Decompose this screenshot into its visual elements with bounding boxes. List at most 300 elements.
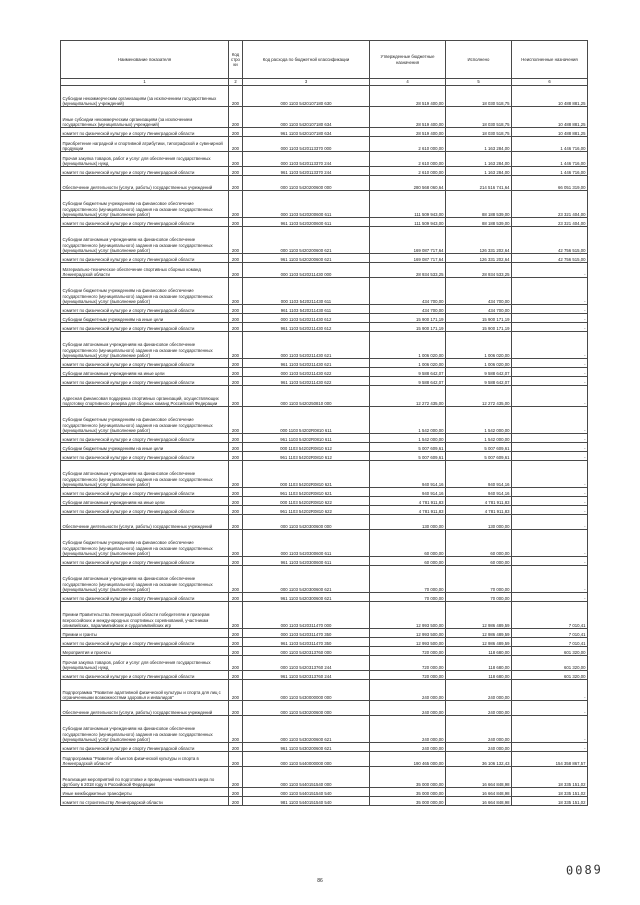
row-unexecuted-amount: -	[512, 359, 588, 368]
row-executed-amount: 15 900 171,19	[446, 323, 512, 332]
row-approved-amount: 35 000 000,00	[370, 797, 446, 806]
table-row	[61, 593, 588, 602]
row-line-code: 200	[229, 506, 243, 515]
row-approved-amount: 2 610 000,00	[370, 152, 446, 167]
row-budget-code: 961 1103 5420211430 621	[243, 359, 370, 368]
row-approved-amount: 111 509 943,00	[370, 191, 446, 218]
row-indicator-name: Прочая закупка товаров, работ и услуг для обеспечения государственных (муниципальных) нужд	[61, 152, 229, 167]
row-budget-code: 000 1103 5430200600 000	[243, 701, 370, 716]
row-line-code: 200	[229, 497, 243, 506]
row-executed-amount: 70 000,00	[446, 566, 512, 593]
row-unexecuted-amount: 601 320,00	[512, 647, 588, 656]
table-row	[61, 263, 588, 278]
table-row	[61, 368, 588, 377]
row-executed-amount: 12 986 489,59	[446, 602, 512, 629]
row-unexecuted-amount: 42 756 515,00	[512, 254, 588, 263]
row-line-code: 200	[229, 488, 243, 497]
row-budget-code: 000 1103 5420113370 244	[243, 152, 370, 167]
row-unexecuted-amount: 7 010,41	[512, 629, 588, 638]
row-approved-amount: 434 700,00	[370, 278, 446, 305]
row-budget-code: 000 1103 5420211430 622	[243, 368, 370, 377]
row-indicator-name: Обеспечение деятельности (услуги, работы) государственных учреждений	[61, 176, 229, 191]
column-number: 1	[61, 79, 229, 86]
row-executed-amount: 16 664 848,98	[446, 767, 512, 788]
table-row	[61, 752, 588, 767]
row-line-code: 200	[229, 359, 243, 368]
row-line-code: 200	[229, 332, 243, 359]
column-number: 2	[229, 79, 243, 86]
row-unexecuted-amount: -	[512, 566, 588, 593]
row-budget-code: 961 1103 5420113370 244	[243, 167, 370, 176]
row-indicator-name: Мероприятия и проекты	[61, 647, 229, 656]
table-row	[61, 314, 588, 323]
row-budget-code: 000 1103 5420311470 350	[243, 629, 370, 638]
table-row	[61, 680, 588, 701]
row-approved-amount: 35 000 000,00	[370, 767, 446, 788]
row-budget-code: 000 1103 5420250810 000	[243, 386, 370, 407]
row-line-code: 200	[229, 767, 243, 788]
table-row	[61, 797, 588, 806]
table-row	[61, 638, 588, 647]
row-executed-amount: 1 542 000,00	[446, 434, 512, 443]
table-row	[61, 656, 588, 671]
header-executed: Исполнено	[446, 41, 512, 79]
row-approved-amount: 434 700,00	[370, 305, 446, 314]
row-budget-code: 000 1103 5420300600 611	[243, 530, 370, 557]
column-number: 5	[446, 79, 512, 86]
row-approved-amount: 28 519 400,00	[370, 107, 446, 128]
row-indicator-name: Субсидии автономным учреждениям на финансовое обеспечение государственного (муниципального) задания на оказание государственных (муниципальных) услуг (выполнение работ)	[61, 566, 229, 593]
table-row	[61, 107, 588, 128]
row-line-code: 200	[229, 305, 243, 314]
row-indicator-name: Премии Правительства Ленинградской области победителям и призерам всероссийских и международных спортивных соревнований, участникам олимпийских, паралимпийских и сурдолимпийских игр	[61, 602, 229, 629]
row-executed-amount: 130 000,00	[446, 515, 512, 530]
table-row	[61, 506, 588, 515]
row-executed-amount: 28 934 533,25	[446, 263, 512, 278]
row-line-code: 200	[229, 434, 243, 443]
row-executed-amount: 214 516 741,64	[446, 176, 512, 191]
row-unexecuted-amount: 23 321 404,00	[512, 218, 588, 227]
row-indicator-name: Субсидии бюджетным учреждениям на финансовое обеспечение государственного (муниципального) задания на оказание государственных (муниципальных) услуг (выполнение работ)	[61, 278, 229, 305]
row-line-code: 200	[229, 314, 243, 323]
row-approved-amount: 111 509 943,00	[370, 218, 446, 227]
row-unexecuted-amount: -	[512, 530, 588, 557]
row-unexecuted-amount: -	[512, 278, 588, 305]
row-line-code: 200	[229, 557, 243, 566]
row-budget-code: 961 1103 5420300600 611	[243, 557, 370, 566]
row-line-code: 200	[229, 368, 243, 377]
column-number-row	[61, 79, 588, 86]
row-unexecuted-amount: -	[512, 488, 588, 497]
row-executed-amount: 70 000,00	[446, 593, 512, 602]
row-unexecuted-amount: -	[512, 497, 588, 506]
table-row	[61, 254, 588, 263]
row-unexecuted-amount: 10 488 881,25	[512, 128, 588, 137]
row-executed-amount: 60 000,00	[446, 557, 512, 566]
row-indicator-name: Субсидии автономным учреждениям на финансовое обеспечение государственного (муниципального) задания на оказание государственных (муниципальных) услуг (выполнение работ)	[61, 227, 229, 254]
row-budget-code: 000 1103 5420107180 634	[243, 107, 370, 128]
row-executed-amount: 12 986 489,59	[446, 638, 512, 647]
row-indicator-name: комитет по физической культуре и спорту Ленинградской области	[61, 638, 229, 647]
row-unexecuted-amount: -	[512, 323, 588, 332]
row-indicator-name: комитет по физической культуре и спорту Ленинградской области	[61, 377, 229, 386]
row-executed-amount: 1 006 020,00	[446, 359, 512, 368]
row-unexecuted-amount: 601 320,00	[512, 656, 588, 671]
row-budget-code: 000 1103 5420200600 621	[243, 227, 370, 254]
row-budget-code: 961 1103 5420211430 622	[243, 377, 370, 386]
row-line-code: 200	[229, 137, 243, 152]
row-executed-amount: 240 000,00	[446, 680, 512, 701]
row-unexecuted-amount: -	[512, 515, 588, 530]
row-executed-amount: 118 680,00	[446, 671, 512, 680]
row-approved-amount: 240 000,00	[370, 743, 446, 752]
row-budget-code: 000 1103 5420200600 000	[243, 176, 370, 191]
row-unexecuted-amount: 7 010,41	[512, 602, 588, 629]
row-budget-code: 000 1103 5420313760 244	[243, 656, 370, 671]
row-indicator-name: Субсидии бюджетным учреждениям на финансовое обеспечение государственного (муниципального) задания на оказание государственных (муниципальных) услуг (выполнение работ)	[61, 407, 229, 434]
row-unexecuted-amount: 1 446 716,00	[512, 137, 588, 152]
row-budget-code: 000 1103 5420200600 611	[243, 191, 370, 218]
row-unexecuted-amount: 154 358 867,57	[512, 752, 588, 767]
row-line-code: 200	[229, 254, 243, 263]
row-approved-amount: 240 000,00	[370, 680, 446, 701]
row-indicator-name: Подпрограмма "Развитие адаптивной физической культуры и спорта для лиц с ограниченными возможностями здоровья и инвалидов"	[61, 680, 229, 701]
row-indicator-name: Субсидии бюджетным учреждениям на иные цели	[61, 443, 229, 452]
row-budget-code: 000 1103 5420300600 621	[243, 566, 370, 593]
row-unexecuted-amount: -	[512, 407, 588, 434]
row-indicator-name: комитет по физической культуре и спорту Ленинградской области	[61, 218, 229, 227]
table-row	[61, 530, 588, 557]
row-approved-amount: 2 610 000,00	[370, 137, 446, 152]
row-executed-amount: 18 030 518,75	[446, 107, 512, 128]
row-indicator-name: комитет по физической культуре и спорту Ленинградской области	[61, 254, 229, 263]
row-approved-amount: 169 087 717,64	[370, 227, 446, 254]
table-row	[61, 602, 588, 629]
row-approved-amount: 130 000,00	[370, 515, 446, 530]
row-approved-amount: 1 542 000,00	[370, 434, 446, 443]
row-indicator-name: Субсидии бюджетным учреждениям на финансовое обеспечение государственного (муниципального) задания на оказание государственных (муниципальных) услуг (выполнение работ)	[61, 530, 229, 557]
row-executed-amount: 5 007 609,61	[446, 443, 512, 452]
row-unexecuted-amount: -	[512, 716, 588, 743]
row-approved-amount: 60 000,00	[370, 530, 446, 557]
page-number: 86	[317, 878, 323, 884]
row-unexecuted-amount: -	[512, 368, 588, 377]
row-approved-amount: 5 007 609,61	[370, 443, 446, 452]
table-row	[61, 629, 588, 638]
row-approved-amount: 940 914,16	[370, 488, 446, 497]
row-indicator-name: Иные субсидии некоммерческим организациям (за исключением государственных (муниципальных) учреждений)	[61, 107, 229, 128]
row-budget-code: 000 1103 5420300600 000	[243, 515, 370, 530]
row-line-code: 200	[229, 323, 243, 332]
row-approved-amount: 240 000,00	[370, 716, 446, 743]
row-line-code: 200	[229, 680, 243, 701]
row-line-code: 200	[229, 386, 243, 407]
row-line-code: 200	[229, 638, 243, 647]
row-indicator-name: комитет по физической культуре и спорту Ленинградской области	[61, 305, 229, 314]
row-executed-amount: 940 914,16	[446, 488, 512, 497]
row-approved-amount: 9 588 642,07	[370, 377, 446, 386]
row-indicator-name: Субсидии автономным учреждениям на финансовое обеспечение государственного (муниципального) задания на оказание государственных (муниципальных) услуг (выполнение работ)	[61, 332, 229, 359]
table-row	[61, 488, 588, 497]
row-executed-amount: 18 030 518,75	[446, 86, 512, 107]
row-executed-amount: 36 106 132,43	[446, 752, 512, 767]
row-executed-amount: 118 680,00	[446, 656, 512, 671]
row-approved-amount: 4 781 911,83	[370, 497, 446, 506]
row-approved-amount: 12 993 500,00	[370, 629, 446, 638]
table-row	[61, 557, 588, 566]
row-indicator-name: Обеспечение деятельности (услуги, работы) государственных учреждений	[61, 515, 229, 530]
row-executed-amount: 16 664 848,98	[446, 797, 512, 806]
row-indicator-name: Обеспечение деятельности (услуги, работы) государственных учреждений	[61, 701, 229, 716]
report-sheet	[60, 40, 587, 806]
row-line-code: 200	[229, 716, 243, 743]
table-row	[61, 152, 588, 167]
row-executed-amount: 15 900 171,19	[446, 314, 512, 323]
row-executed-amount: 5 007 609,61	[446, 452, 512, 461]
row-unexecuted-amount: 10 488 881,25	[512, 107, 588, 128]
row-executed-amount: 240 000,00	[446, 716, 512, 743]
row-budget-code: 000 1103 54202R0810 621	[243, 461, 370, 488]
row-line-code: 200	[229, 530, 243, 557]
row-unexecuted-amount: -	[512, 452, 588, 461]
row-executed-amount: 1 006 020,00	[446, 332, 512, 359]
row-line-code: 200	[229, 86, 243, 107]
table-row	[61, 647, 588, 656]
row-unexecuted-amount: -	[512, 263, 588, 278]
row-executed-amount: 240 000,00	[446, 701, 512, 716]
row-budget-code: 961 1103 54202R0810 622	[243, 506, 370, 515]
row-unexecuted-amount: -	[512, 332, 588, 359]
row-approved-amount: 1 542 000,00	[370, 407, 446, 434]
row-budget-code: 000 1103 5440000000 000	[243, 752, 370, 767]
table-row	[61, 86, 588, 107]
row-indicator-name: Субсидии некоммерческим организациям (за исключением государственных (муниципальных) учреждений)	[61, 86, 229, 107]
row-budget-code: 000 1103 5420211430 000	[243, 263, 370, 278]
table-row	[61, 767, 588, 788]
row-approved-amount: 2 610 000,00	[370, 167, 446, 176]
table-row	[61, 788, 588, 797]
row-unexecuted-amount: 7 010,41	[512, 638, 588, 647]
row-line-code: 200	[229, 278, 243, 305]
row-line-code: 200	[229, 656, 243, 671]
table-row	[61, 227, 588, 254]
table-row	[61, 128, 588, 137]
row-executed-amount: 1 163 284,00	[446, 152, 512, 167]
row-line-code: 200	[229, 167, 243, 176]
row-unexecuted-amount: -	[512, 593, 588, 602]
row-executed-amount: 88 188 539,00	[446, 218, 512, 227]
row-approved-amount: 15 900 171,19	[370, 314, 446, 323]
table-header-row	[61, 41, 588, 79]
row-unexecuted-amount: -	[512, 377, 588, 386]
row-indicator-name: комитет по физической культуре и спорту Ленинградской области	[61, 359, 229, 368]
row-line-code: 200	[229, 629, 243, 638]
row-budget-code: 961 1103 5420200600 621	[243, 254, 370, 263]
row-executed-amount: 12 986 489,59	[446, 629, 512, 638]
row-approved-amount: 720 000,00	[370, 671, 446, 680]
row-executed-amount: 88 188 539,00	[446, 191, 512, 218]
row-line-code: 200	[229, 701, 243, 716]
table-row	[61, 359, 588, 368]
row-indicator-name: комитет по физической культуре и спорту Ленинградской области	[61, 593, 229, 602]
row-approved-amount: 5 007 609,61	[370, 452, 446, 461]
row-approved-amount: 720 000,00	[370, 656, 446, 671]
row-indicator-name: комитет по физической культуре и спорту Ленинградской области	[61, 434, 229, 443]
row-approved-amount: 12 993 500,00	[370, 638, 446, 647]
table-row	[61, 323, 588, 332]
table-row	[61, 191, 588, 218]
row-indicator-name: Субсидии автономным учреждениям на иные цели	[61, 497, 229, 506]
row-approved-amount: 280 568 060,64	[370, 176, 446, 191]
row-line-code: 200	[229, 152, 243, 167]
row-unexecuted-amount: 66 051 319,00	[512, 176, 588, 191]
row-line-code: 200	[229, 593, 243, 602]
row-budget-code: 000 1103 5420311470 000	[243, 602, 370, 629]
row-unexecuted-amount: -	[512, 506, 588, 515]
row-budget-code: 961 1103 5420211430 612	[243, 323, 370, 332]
row-line-code: 200	[229, 452, 243, 461]
row-budget-code: 000 1103 5420113370 000	[243, 137, 370, 152]
row-budget-code: 000 1103 54202R0810 622	[243, 497, 370, 506]
row-approved-amount: 1 006 020,00	[370, 359, 446, 368]
row-indicator-name: комитет по строительству Ленинградской области	[61, 797, 229, 806]
table-row	[61, 434, 588, 443]
row-approved-amount: 28 519 400,00	[370, 128, 446, 137]
row-line-code: 200	[229, 176, 243, 191]
row-indicator-name: комитет по физической культуре и спорту Ленинградской области	[61, 488, 229, 497]
row-budget-code: 000 1103 5420211430 621	[243, 332, 370, 359]
row-unexecuted-amount: 18 335 151,02	[512, 788, 588, 797]
row-line-code: 200	[229, 671, 243, 680]
row-approved-amount: 60 000,00	[370, 557, 446, 566]
row-indicator-name: комитет по физической культуре и спорту Ленинградской области	[61, 167, 229, 176]
row-executed-amount: 126 331 202,64	[446, 254, 512, 263]
row-budget-code: 000 1103 5420313760 000	[243, 647, 370, 656]
row-approved-amount: 720 000,00	[370, 647, 446, 656]
header-approved: Утвержденные бюджетные назначения	[370, 41, 446, 79]
row-budget-code: 000 1103 5420211430 612	[243, 314, 370, 323]
table-body	[61, 86, 588, 806]
row-indicator-name: Субсидии автономным учреждениям на финансовое обеспечение государственного (муниципального) задания на оказание государственных (муниципальных) услуг (выполнение работ)	[61, 461, 229, 488]
table-row	[61, 515, 588, 530]
row-line-code: 200	[229, 797, 243, 806]
row-line-code: 200	[229, 515, 243, 530]
header-indicator-name: Наименование показателя	[61, 41, 229, 79]
row-unexecuted-amount: 18 335 151,02	[512, 767, 588, 788]
row-approved-amount: 70 000,00	[370, 566, 446, 593]
table-row	[61, 305, 588, 314]
header-line-code: Код стро ки	[229, 41, 243, 79]
row-unexecuted-amount: -	[512, 701, 588, 716]
row-line-code: 200	[229, 191, 243, 218]
row-approved-amount: 4 781 911,83	[370, 506, 446, 515]
row-budget-code: 961 1103 5430200600 621	[243, 743, 370, 752]
table-row	[61, 407, 588, 434]
row-indicator-name: Адресная финансовая поддержка спортивных организаций, осуществляющих подготовку спортивного резерва для сборных команд Российской Федерации	[61, 386, 229, 407]
table-row	[61, 176, 588, 191]
row-executed-amount: 9 588 642,07	[446, 368, 512, 377]
row-unexecuted-amount: -	[512, 434, 588, 443]
row-executed-amount: 1 542 000,00	[446, 407, 512, 434]
row-indicator-name: Реализация мероприятий по подготовке и проведению чемпионата мира по футболу в 2018 году в Российской Федерации	[61, 767, 229, 788]
table-row	[61, 671, 588, 680]
row-approved-amount: 240 000,00	[370, 701, 446, 716]
row-approved-amount: 190 465 000,00	[370, 752, 446, 767]
table-row	[61, 452, 588, 461]
row-indicator-name: Иные межбюджетные трансферты	[61, 788, 229, 797]
row-budget-code: 000 1103 5430200600 621	[243, 716, 370, 743]
row-line-code: 200	[229, 263, 243, 278]
row-unexecuted-amount: 42 756 515,00	[512, 227, 588, 254]
row-unexecuted-amount: -	[512, 305, 588, 314]
row-executed-amount: 434 700,00	[446, 278, 512, 305]
row-line-code: 200	[229, 647, 243, 656]
row-executed-amount: 1 163 284,00	[446, 137, 512, 152]
row-unexecuted-amount: 1 446 716,00	[512, 152, 588, 167]
table-row	[61, 377, 588, 386]
row-line-code: 200	[229, 107, 243, 128]
table-row	[61, 218, 588, 227]
column-number: 6	[512, 79, 588, 86]
row-approved-amount: 28 519 400,00	[370, 86, 446, 107]
row-indicator-name: Материально-техническое обеспечение спортивных сборных команд Ленинградской области	[61, 263, 229, 278]
row-budget-code: 961 1103 5420313760 244	[243, 671, 370, 680]
row-indicator-name: комитет по физической культуре и спорту Ленинградской области	[61, 506, 229, 515]
table-row	[61, 461, 588, 488]
row-line-code: 200	[229, 461, 243, 488]
row-budget-code: 961 1103 5420300600 621	[243, 593, 370, 602]
table-row	[61, 332, 588, 359]
row-unexecuted-amount: -	[512, 743, 588, 752]
table-row	[61, 278, 588, 305]
row-executed-amount: 4 781 911,83	[446, 506, 512, 515]
row-indicator-name: Субсидии автономным учреждениям на иные цели	[61, 368, 229, 377]
row-unexecuted-amount: -	[512, 314, 588, 323]
row-budget-code: 981 1103 5440151540 540	[243, 797, 370, 806]
row-line-code: 200	[229, 752, 243, 767]
row-executed-amount: 118 680,00	[446, 647, 512, 656]
row-line-code: 200	[229, 443, 243, 452]
row-budget-code: 961 1103 54202R0810 612	[243, 452, 370, 461]
row-executed-amount: 126 331 202,64	[446, 227, 512, 254]
row-budget-code: 961 1103 54202R0810 611	[243, 434, 370, 443]
row-approved-amount: 28 934 533,25	[370, 263, 446, 278]
column-number: 3	[243, 79, 370, 86]
row-unexecuted-amount: 10 488 881,25	[512, 86, 588, 107]
row-line-code: 200	[229, 377, 243, 386]
row-executed-amount: 60 000,00	[446, 530, 512, 557]
row-indicator-name: Субсидии бюджетным учреждениям на финансовое обеспечение государственного (муниципального) задания на оказание государственных (муниципальных) услуг (выполнение работ)	[61, 191, 229, 218]
table-row	[61, 743, 588, 752]
row-indicator-name: комитет по физической культуре и спорту Ленинградской области	[61, 743, 229, 752]
row-indicator-name: комитет по физической культуре и спорту Ленинградской области	[61, 452, 229, 461]
table-row	[61, 167, 588, 176]
row-indicator-name: Прочая закупка товаров, работ и услуг для обеспечения государственных (муниципальных) нужд	[61, 656, 229, 671]
row-approved-amount: 940 914,16	[370, 461, 446, 488]
row-unexecuted-amount: 1 446 716,00	[512, 167, 588, 176]
row-indicator-name: Субсидии автономным учреждениям на финансовое обеспечение государственного (муниципального) задания на оказание государственных (муниципальных) услуг (выполнение работ)	[61, 716, 229, 743]
row-budget-code: 000 1103 5420107180 630	[243, 86, 370, 107]
table-row	[61, 386, 588, 407]
row-executed-amount: 16 664 848,98	[446, 788, 512, 797]
row-indicator-name: комитет по физической культуре и спорту Ленинградской области	[61, 671, 229, 680]
row-indicator-name: Подпрограмма "Развитие объектов физической культуры и спорта в Ленинградской области"	[61, 752, 229, 767]
row-executed-amount: 4 781 911,83	[446, 497, 512, 506]
table-row	[61, 566, 588, 593]
row-line-code: 200	[229, 602, 243, 629]
row-line-code: 200	[229, 218, 243, 227]
table-row	[61, 701, 588, 716]
